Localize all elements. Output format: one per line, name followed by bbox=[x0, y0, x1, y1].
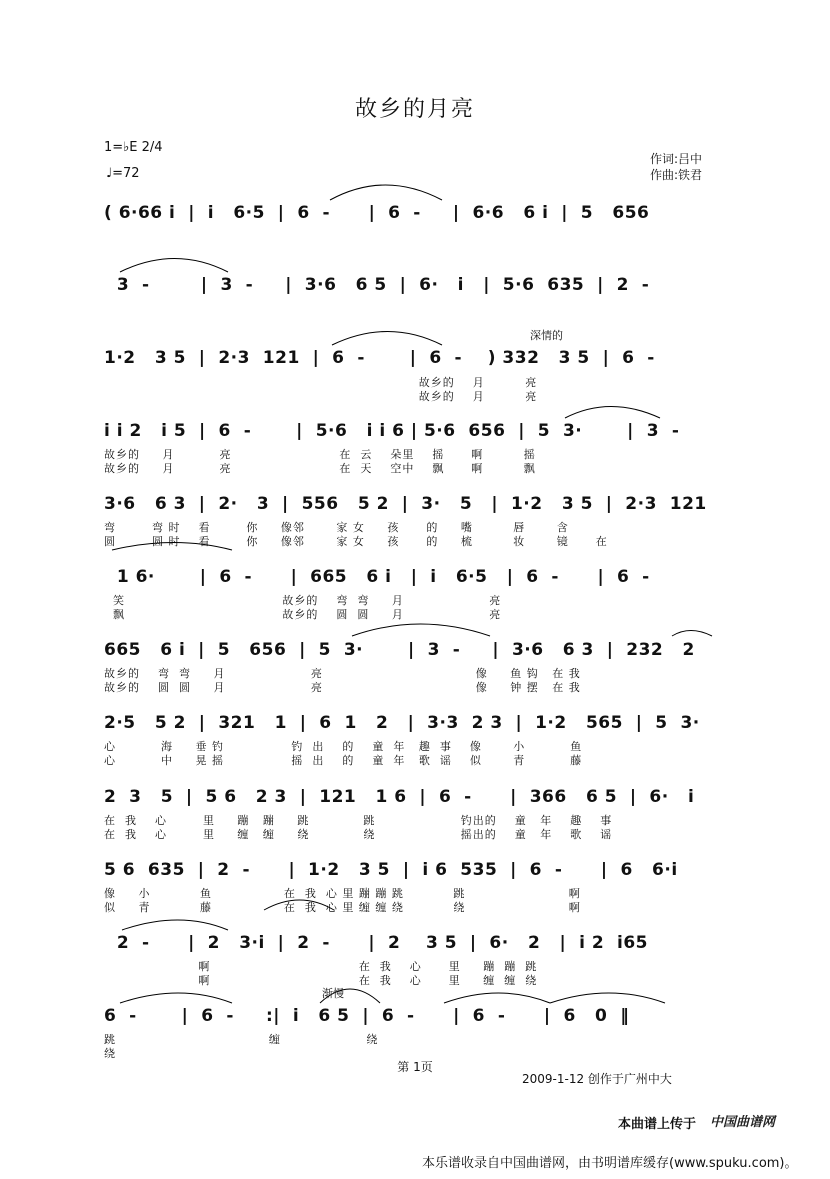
creation-note: 2009-1-12 创作于广州中大 bbox=[522, 1072, 672, 1086]
lyric-line-2: 故乡的 圆 圆 月 亮 像 钟 摆 在 我 bbox=[104, 681, 581, 694]
key-label: 1=♭E bbox=[104, 140, 138, 155]
score-line: 3·6 6 3 | 2· 3 | 556 5 2 | 3· 5 | 1·2 3 5 | 2·3 121 bbox=[104, 494, 707, 514]
upload-note: 本曲谱上传于 bbox=[618, 1117, 697, 1132]
score-line: 6 - | 6 - :| i 6 5 | 6 - | 6 - | 6 0 ‖ bbox=[104, 1006, 630, 1026]
page-number: 第 1页 bbox=[397, 1060, 433, 1074]
slur-arc bbox=[120, 993, 232, 1003]
lyric-line-1: 心 海 垂 钓 钓 出 的 童 年 趣 事 像 小 鱼 bbox=[104, 740, 583, 753]
score-line: 2·5 5 2 | 321 1 | 6 1 2 | 3·3 2 3 | 1·2 565 | 5 3· bbox=[104, 713, 700, 733]
time-signature: 2/4 bbox=[141, 140, 163, 155]
score-line: 665 6 i | 5 656 | 5 3· | 3 - | 3·6 6 3 | 232 2 bbox=[104, 640, 695, 660]
lyric-line-2: 故乡的 月 亮 bbox=[104, 390, 538, 403]
score-line: 2 3 5 | 5 6 2 3 | 121 1 6 | 6 - | 366 6 5 | 6· i bbox=[104, 787, 695, 807]
expression-mark: 深情的 bbox=[530, 329, 563, 342]
slur-arc bbox=[112, 543, 232, 551]
slur-arc bbox=[565, 407, 660, 419]
lyric-line-1: 啊 在 我 心 里 蹦 蹦 跳 bbox=[104, 960, 538, 973]
tempo-marking: ♩=72 bbox=[106, 166, 140, 181]
slur-arc bbox=[264, 900, 334, 910]
slur-arc bbox=[120, 259, 228, 273]
lyric-line-1: 故乡的 弯 弯 月 亮 像 鱼 钩 在 我 bbox=[104, 667, 581, 680]
score-line: 5 6 635 | 2 - | 1·2 3 5 | i 6 535 | 6 - | 6 6·i bbox=[104, 860, 678, 880]
slur-arc bbox=[330, 185, 442, 200]
score-line: 2 - | 2 3·i | 2 - | 2 3 5 | 6· 2 | i 2 i65 bbox=[104, 933, 649, 953]
lyric-line-2: 飘 故乡的 圆 圆 月 亮 bbox=[104, 608, 502, 621]
lyric-line-2: 故乡的 月 亮 在 天 空中 飘 啊 飘 bbox=[104, 462, 536, 475]
lyricist-credit: 作词:吕中 bbox=[650, 152, 703, 166]
slur-arc bbox=[320, 989, 380, 1003]
lyric-line-2: 似 青 藤 在 我 心 里 缠 缠 绕 绕 啊 bbox=[104, 901, 581, 914]
slur-arc bbox=[444, 993, 550, 1003]
lyric-line-2: 绕 bbox=[104, 1047, 116, 1060]
lyric-line-2: 圆 圆 时 看 你 像邻 家 女 孩 的 梳 妆 镜 在 bbox=[104, 535, 608, 548]
slur-arc bbox=[122, 920, 228, 930]
composer-credit: 作曲:铁君 bbox=[650, 168, 703, 182]
page-title: 故乡的月亮 bbox=[354, 97, 475, 122]
lyric-line-1: 像 小 鱼 在 我 心 里 蹦 蹦 跳 跳 啊 bbox=[104, 887, 581, 900]
score-line: ( 6·66 i | i 6·5 | 6 - | 6 - | 6·6 6 i | 5 656 bbox=[104, 203, 650, 223]
source-note: 本乐谱收录自中国曲谱网，由书明谱库缓存(www.spuku.com)。 bbox=[422, 1156, 798, 1171]
slur-arc bbox=[672, 631, 712, 637]
slur-arc bbox=[352, 624, 490, 636]
lyric-line-2: 心 中 晃 摇 摇 出 的 童 年 歌 谣 似 青 藤 bbox=[104, 754, 583, 767]
lyric-line-2: 在 我 心 里 缠 缠 绕 绕 摇出的 童 年 歌 谣 bbox=[104, 828, 613, 841]
score-line: i i 2 i 5 | 6 - | 5·6 i i 6 | 5·6 656 | 5 3· | 3 - bbox=[104, 421, 680, 441]
score-line: 1·2 3 5 | 2·3 121 | 6 - | 6 - ) 332 3 5 | 6 - bbox=[104, 348, 655, 368]
site-logo[interactable]: 中国曲谱网 bbox=[710, 1115, 776, 1130]
lyric-line-2: 啊 在 我 心 里 缠 缠 绕 bbox=[104, 974, 538, 987]
lyric-line-1: 在 我 心 里 蹦 蹦 跳 跳 钓出的 童 年 趣 事 bbox=[104, 814, 613, 827]
lyric-line-1: 故乡的 月 亮 bbox=[104, 376, 538, 389]
lyric-line-1: 笑 故乡的 弯 弯 月 亮 bbox=[104, 594, 502, 607]
tempo-change-mark: 渐慢 bbox=[322, 987, 344, 1000]
slur-arc bbox=[332, 332, 442, 346]
lyric-line-1: 弯 弯 时 看 你 像邻 家 女 孩 的 嘴 唇 含 bbox=[104, 521, 569, 534]
score-line: 3 - | 3 - | 3·6 6 5 | 6· i | 5·6 635 | 2 - bbox=[104, 275, 650, 295]
score-line: 1 6· | 6 - | 665 6 i | i 6·5 | 6 - | 6 - bbox=[104, 567, 650, 587]
lyric-line-1: 故乡的 月 亮 在 云 朵里 摇 啊 摇 bbox=[104, 448, 536, 461]
slur-arc bbox=[550, 993, 665, 1003]
lyric-line-1: 跳 缠 绕 bbox=[104, 1033, 379, 1046]
